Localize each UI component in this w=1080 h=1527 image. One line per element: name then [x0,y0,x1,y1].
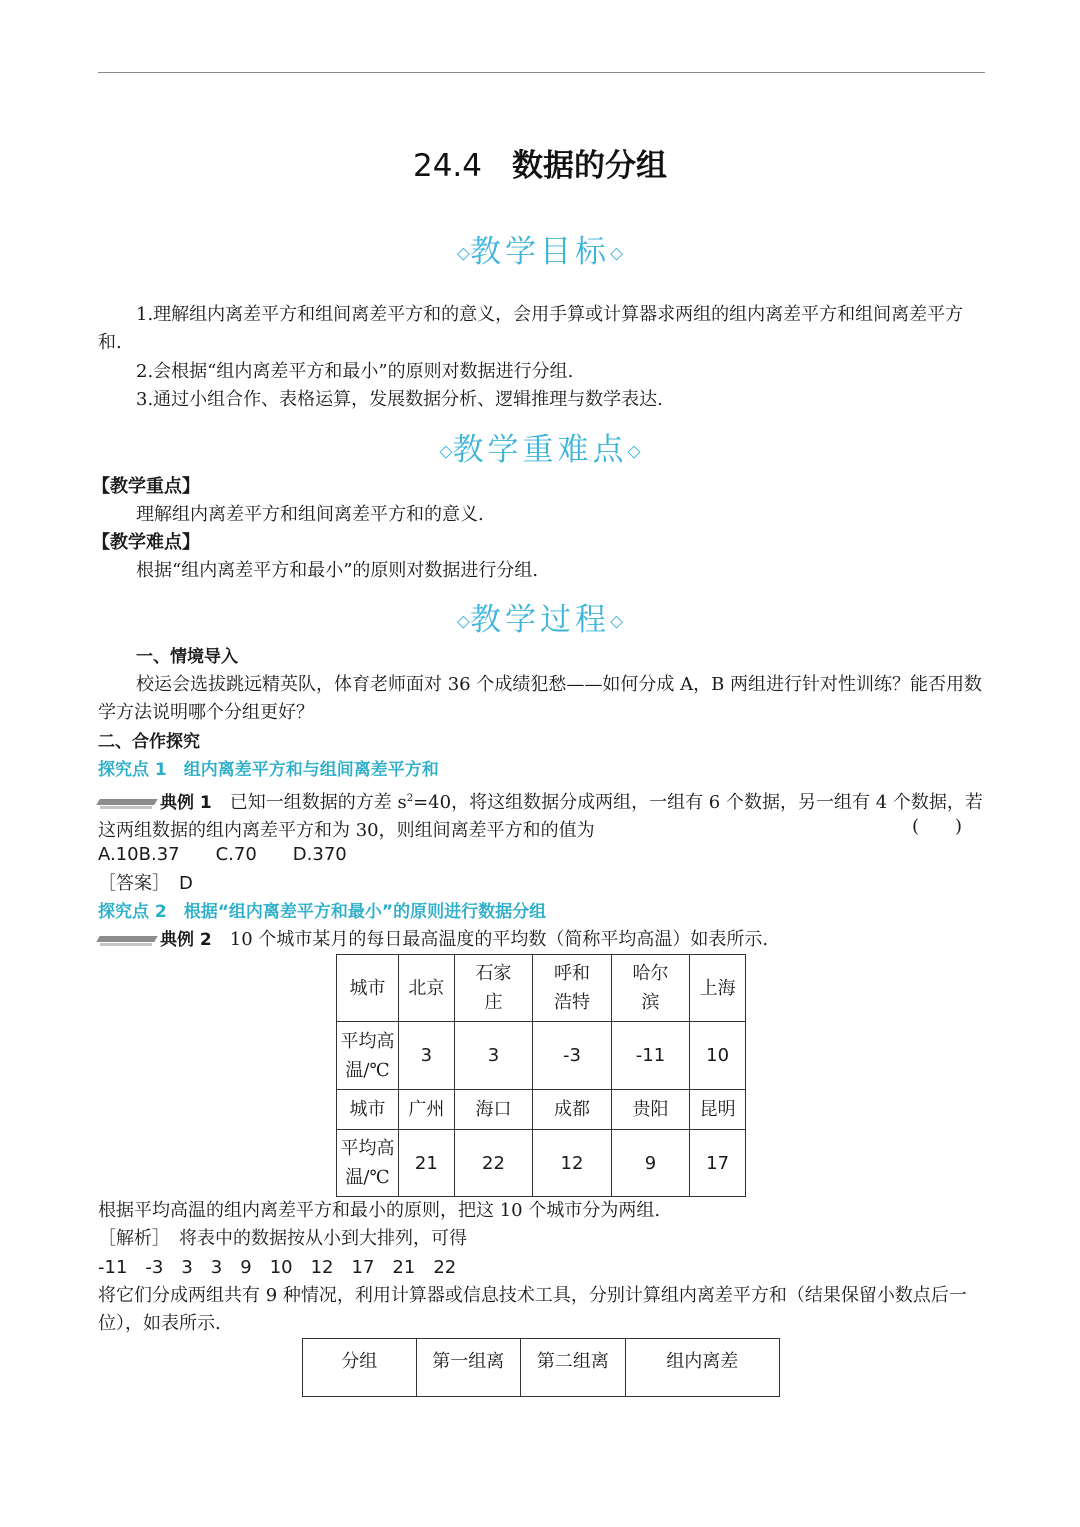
answer-value: D [179,873,193,894]
city-cell: 广州 [398,1090,454,1130]
difficulty-label: 【教学难点】 [92,532,200,553]
part2-heading: 二、合作探究 [98,732,200,752]
table-row [337,1130,746,1197]
book-icon [98,796,156,811]
explore-point-2: 探究点 2 根据“组内离差平方和最小”的原则进行数据分组 [98,902,547,922]
sorted-values: -11 -3 3 3 9 10 12 17 21 22 [98,1257,457,1278]
example-1 [98,785,985,845]
table-row [337,1022,746,1090]
diamond-icon: ◇ [627,441,641,462]
table-row [337,955,746,1022]
section-process: ◇教学过程◇ [456,602,624,638]
objective-2: 2.会根据“组内离差平方和最小”的原则对数据进行分组. [136,361,574,382]
diamond-icon: ◇ [610,611,624,632]
temp-cell: 21 [398,1130,454,1197]
analysis-text: 将表中的数据按从小到大排列，可得 [179,1228,467,1249]
objective-1: 1.理解组内离差平方和组间离差平方和的意义，会用手算或计算器求两组的组内离差平方和组间离差平方和. [98,304,964,353]
section-objectives: ◇教学目标◇ [456,234,624,270]
temp-cell: -11 [611,1022,689,1090]
part1-heading: 一、情境导入 [136,647,238,667]
city-cell: 成都 [533,1090,611,1130]
temperature-table [336,954,746,1197]
top-rule [98,72,985,73]
city-cell: 海口 [454,1090,532,1130]
example-1-answer [98,870,985,898]
temp-cell: 17 [690,1130,746,1197]
city-label-cell: 城市 [337,1090,399,1130]
city-cell: 上海 [690,955,746,1022]
example-2 [98,926,985,954]
temp-cell: 10 [690,1022,746,1090]
temp-cell: 3 [454,1022,532,1090]
focus-text: 理解组内离差平方和组间离差平方和的意义. [136,504,484,525]
analysis [98,1225,985,1253]
example-1-label: 典例 1 [160,793,212,813]
diamond-icon: ◇ [456,611,470,632]
temp-cell: 12 [533,1130,611,1197]
analysis-label: ［解析］ [98,1228,161,1249]
difficulty-text: 根据“组内离差平方和最小”的原则对数据进行分组. [136,560,539,581]
temp-cell: 9 [611,1130,689,1197]
grouping-table [302,1338,780,1397]
cases-text: 将它们分成两组共有 9 种情况，利用计算器或信息技术工具，分别计算组内离差平方和（结果保留小数点后一位），如表所示. [98,1285,967,1334]
city-cell: 昆明 [690,1090,746,1130]
table-row [303,1339,780,1397]
section-keypoints: ◇教学重难点◇ [439,432,641,468]
example-2-text: 10 个城市某月的每日最高温度的平均数（简称平均高温）如表所示. [229,929,769,950]
example-1-text-a: 已知一组数据的方差 s [229,792,407,813]
city-label-cell: 城市 [337,955,399,1022]
example-1-sup: 2 [406,793,414,804]
temp-cell: 3 [398,1022,454,1090]
temp-cell: -3 [533,1022,611,1090]
after-table-text: 根据平均高温的组内离差平方和最小的原则，把这 10 个城市分为两组. [98,1200,661,1221]
city-cell: 北京 [398,955,454,1022]
temp-label-cell: 平均高 温/℃ [337,1022,399,1090]
header-cell: 分组 [303,1339,417,1397]
city-cell: 呼和浩特 [533,955,611,1022]
page-title: 24.4 数据的分组 [412,148,668,184]
example-1-options: A.10B.37 C.70 D.370 [98,844,347,865]
city-cell: 贵阳 [611,1090,689,1130]
header-cell: 第二组离 [521,1339,626,1397]
answer-paren: ( ) [912,816,963,837]
book-icon [98,933,156,948]
table-row [337,1090,746,1130]
header-cell: 组内离差 [625,1339,779,1397]
header-cell: 第一组离 [416,1339,521,1397]
diamond-icon: ◇ [439,441,453,462]
example-2-label: 典例 2 [160,930,212,950]
objective-3: 3.通过小组合作、表格运算，发展数据分析、逻辑推理与数学表达. [136,389,663,410]
diamond-icon: ◇ [456,243,470,264]
part1-text: 校运会选拔跳远精英队，体育老师面对 36 个成绩犯愁——如何分成 A，B 两组进行针对性训练？能否用数学方法说明哪个分组更好？ [98,674,983,723]
focus-label: 【教学重点】 [92,476,200,497]
temp-cell: 22 [454,1130,532,1197]
diamond-icon: ◇ [610,243,624,264]
explore-point-1: 探究点 1 组内离差平方和与组间离差平方和 [98,760,439,780]
answer-label: ［答案］ [98,873,161,894]
city-cell: 石家庄 [454,955,532,1022]
example-1-text-b: =40，将这组数据分成两组，一组有 6 个数据，另一组有 4 个数据，若这两组数据的组内离差平方和为 30，则组间离差平方和的值为 [98,792,983,841]
city-cell: 哈尔滨 [611,955,689,1022]
temp-label-cell: 平均高 温/℃ [337,1130,399,1197]
